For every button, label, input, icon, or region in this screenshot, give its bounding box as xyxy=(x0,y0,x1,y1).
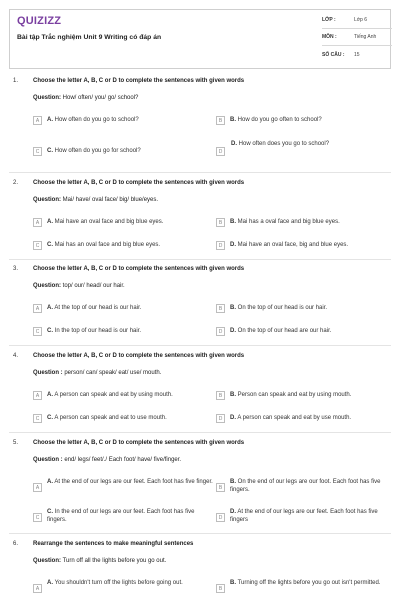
option-text: At the end of our legs are our feet. Each foot has five finger. xyxy=(54,479,213,485)
option-text: Person can speak and eat by using mouth. xyxy=(237,392,352,398)
question-instruction: Choose the letter A, B, C or D to complete the sentences with given words xyxy=(33,266,245,272)
option-text: You shouldn't turn off the lights before going out. xyxy=(54,580,183,586)
option-text: Mai has an oval face and big blue eyes. xyxy=(54,242,161,248)
option-a[interactable]: A A. At the top of our head is our hair. xyxy=(33,304,203,313)
question-instruction: Choose the letter A, B, C or D to complete the sentences with given words xyxy=(33,180,245,186)
option-d[interactable]: D D. At the end of our legs are our feet. Each foot has five fingers xyxy=(216,508,391,524)
meta-value: Tiếng Anh xyxy=(354,34,377,40)
question-prompt: Mai/ have/ oval face/ big/ blue/eyes. xyxy=(62,197,159,203)
option-box[interactable]: A xyxy=(33,116,42,125)
question-prompt: end/ legs/ feet/./ Each foot/ have/ five/finger. xyxy=(64,457,182,463)
option-text: In the end of our legs are our feet. Each foot has five fingers. xyxy=(47,509,195,523)
option-text: At the end of our legs are our feet. Each foot has five fingers xyxy=(230,509,378,523)
meta-row-grade xyxy=(322,12,392,29)
option-c[interactable]: C C. How often do you go for school? xyxy=(33,147,198,156)
option-d[interactable]: D. How often does you go to school? D xyxy=(216,140,386,156)
meta-value: 15 xyxy=(354,51,360,58)
meta-key: MÔN : xyxy=(322,34,337,40)
meta-key: LỚP : xyxy=(322,17,336,23)
option-a[interactable]: A A. A person can speak and eat by using mouth. xyxy=(33,391,208,400)
option-d[interactable]: D D. On the top of our head are our hair. xyxy=(216,327,386,336)
question-text xyxy=(33,283,125,289)
worksheet-meta xyxy=(322,12,392,63)
option-box[interactable]: B xyxy=(216,483,225,492)
question-text xyxy=(33,95,138,101)
question-text xyxy=(33,457,181,463)
question-number: 2. xyxy=(13,180,19,186)
option-box[interactable]: D xyxy=(216,147,225,156)
option-text: How often do you go for school? xyxy=(54,148,141,154)
option-text: Mai has a oval face and big blue eyes. xyxy=(237,219,340,225)
option-text: How often does you go to school? xyxy=(238,141,330,147)
option-box[interactable]: A xyxy=(33,304,42,313)
option-c[interactable]: C C. A person can speak and eat to use mouth. xyxy=(33,414,208,423)
question-label: Question: xyxy=(33,558,61,564)
question-label: Question: xyxy=(33,197,61,203)
question-label: Question : xyxy=(33,457,63,463)
option-text: Mai have an oval face, big and blue eyes. xyxy=(237,242,349,248)
question-text xyxy=(33,558,166,564)
question-divider xyxy=(9,533,391,534)
option-box[interactable]: C xyxy=(33,513,42,522)
question-number: 1. xyxy=(13,78,19,84)
option-text: A person can speak and eat by use mouth. xyxy=(237,415,352,421)
option-box[interactable]: A xyxy=(33,483,42,492)
question-prompt: Turn off all the lights before you go out. xyxy=(62,558,167,564)
option-text: On the top of our head is our hair. xyxy=(237,305,328,311)
question-text xyxy=(33,197,158,203)
option-box[interactable]: A xyxy=(33,584,42,593)
option-box[interactable]: D xyxy=(216,513,225,522)
question-divider xyxy=(9,259,391,260)
option-b[interactable]: B B. On the end of our legs are our foot. Each foot has five fingers. xyxy=(216,478,391,494)
option-box[interactable]: C xyxy=(33,327,42,336)
option-box[interactable]: B xyxy=(216,584,225,593)
question-label: Question : xyxy=(33,370,63,376)
option-b[interactable]: B B. On the top of our head is our hair. xyxy=(216,304,386,313)
quizizz-logo: QUIZIZZ xyxy=(17,15,62,27)
option-b[interactable]: B B. Turning off the lights before you go out isn't permitted. xyxy=(216,579,391,593)
option-text: Turning off the lights before you go out isn't permitted. xyxy=(237,580,381,586)
option-box[interactable]: C xyxy=(33,241,42,250)
option-box[interactable]: B xyxy=(216,391,225,400)
question-label: Question: xyxy=(33,283,61,289)
option-text: A person can speak and eat to use mouth. xyxy=(54,415,167,421)
option-d[interactable]: D D. Mai have an oval face, big and blue eyes. xyxy=(216,241,386,250)
option-b[interactable]: B B. Person can speak and eat by using mouth. xyxy=(216,391,386,400)
option-d[interactable]: D D. A person can speak and eat by use mouth. xyxy=(216,414,391,423)
question-prompt: top/ our/ head/ our hair. xyxy=(62,283,125,289)
option-text: On the top of our head are our hair. xyxy=(237,328,332,334)
option-box[interactable]: B xyxy=(216,218,225,227)
question-divider xyxy=(9,172,391,173)
question-number: 6. xyxy=(13,541,19,547)
meta-value: Lớp 6 xyxy=(354,17,368,23)
option-c[interactable]: C C. In the end of our legs are our feet. Each foot has five fingers. xyxy=(33,508,213,524)
option-box[interactable]: C xyxy=(33,147,42,156)
option-box[interactable]: D xyxy=(216,327,225,336)
question-number: 5. xyxy=(13,440,19,446)
question-number: 4. xyxy=(13,353,19,359)
meta-row-subject xyxy=(322,29,392,46)
option-b[interactable]: B B. How do you go often to school? xyxy=(216,116,386,125)
option-c[interactable]: C C. Mai has an oval face and big blue eyes. xyxy=(33,241,203,250)
option-a[interactable]: A A. How often do you go to school? xyxy=(33,116,198,125)
question-text xyxy=(33,370,161,376)
option-text: On the end of our legs are our foot. Each foot has five fingers. xyxy=(230,479,381,493)
question-prompt: How/ often/ you/ go/ school? xyxy=(62,95,139,101)
question-instruction: Rearrange the sentences to make meaningful sentences xyxy=(33,541,194,547)
option-box[interactable]: A xyxy=(33,218,42,227)
option-box[interactable]: C xyxy=(33,414,42,423)
question-number: 3. xyxy=(13,266,19,272)
option-text: A person can speak and eat by using mouth. xyxy=(54,392,173,398)
option-box[interactable]: D xyxy=(216,414,225,423)
option-c[interactable]: C C. In the top of our head is our hair. xyxy=(33,327,203,336)
option-box[interactable]: B xyxy=(216,116,225,125)
worksheet-title: Bài tập Trắc nghiệm Unit 9 Writing có đáp án xyxy=(17,34,162,41)
option-text: How do you go often to school? xyxy=(237,117,322,123)
option-a[interactable]: A A. You shouldn't turn off the lights before going out. xyxy=(33,579,213,593)
option-b[interactable]: B B. Mai has a oval face and big blue eyes. xyxy=(216,218,386,227)
option-box[interactable]: A xyxy=(33,391,42,400)
option-text: At the top of our head is our hair. xyxy=(54,305,142,311)
option-a[interactable]: A A. At the end of our legs are our feet. Each foot has five finger. xyxy=(33,478,213,492)
question-divider xyxy=(9,432,391,433)
question-label: Question: xyxy=(33,95,61,101)
option-box[interactable]: B xyxy=(216,304,225,313)
option-text: Mai have an oval face and big blue eyes. xyxy=(54,219,164,225)
question-prompt: person/ can/ speak/ eat/ use/ mouth. xyxy=(64,370,162,376)
option-box[interactable]: D xyxy=(216,241,225,250)
option-text: In the top of our head is our hair. xyxy=(54,328,142,334)
question-divider xyxy=(9,345,391,346)
question-instruction: Choose the letter A, B, C or D to complete the sentences with given words xyxy=(33,440,245,446)
option-a[interactable]: A A. Mai have an oval face and big blue eyes. xyxy=(33,218,203,227)
meta-key: SỐ CÂU : xyxy=(322,51,345,58)
option-text: How often do you go to school? xyxy=(54,117,139,123)
meta-row-count xyxy=(322,46,392,63)
question-instruction: Choose the letter A, B, C or D to complete the sentences with given words xyxy=(33,78,245,84)
worksheet-header xyxy=(9,9,391,69)
question-instruction: Choose the letter A, B, C or D to complete the sentences with given words xyxy=(33,353,245,359)
